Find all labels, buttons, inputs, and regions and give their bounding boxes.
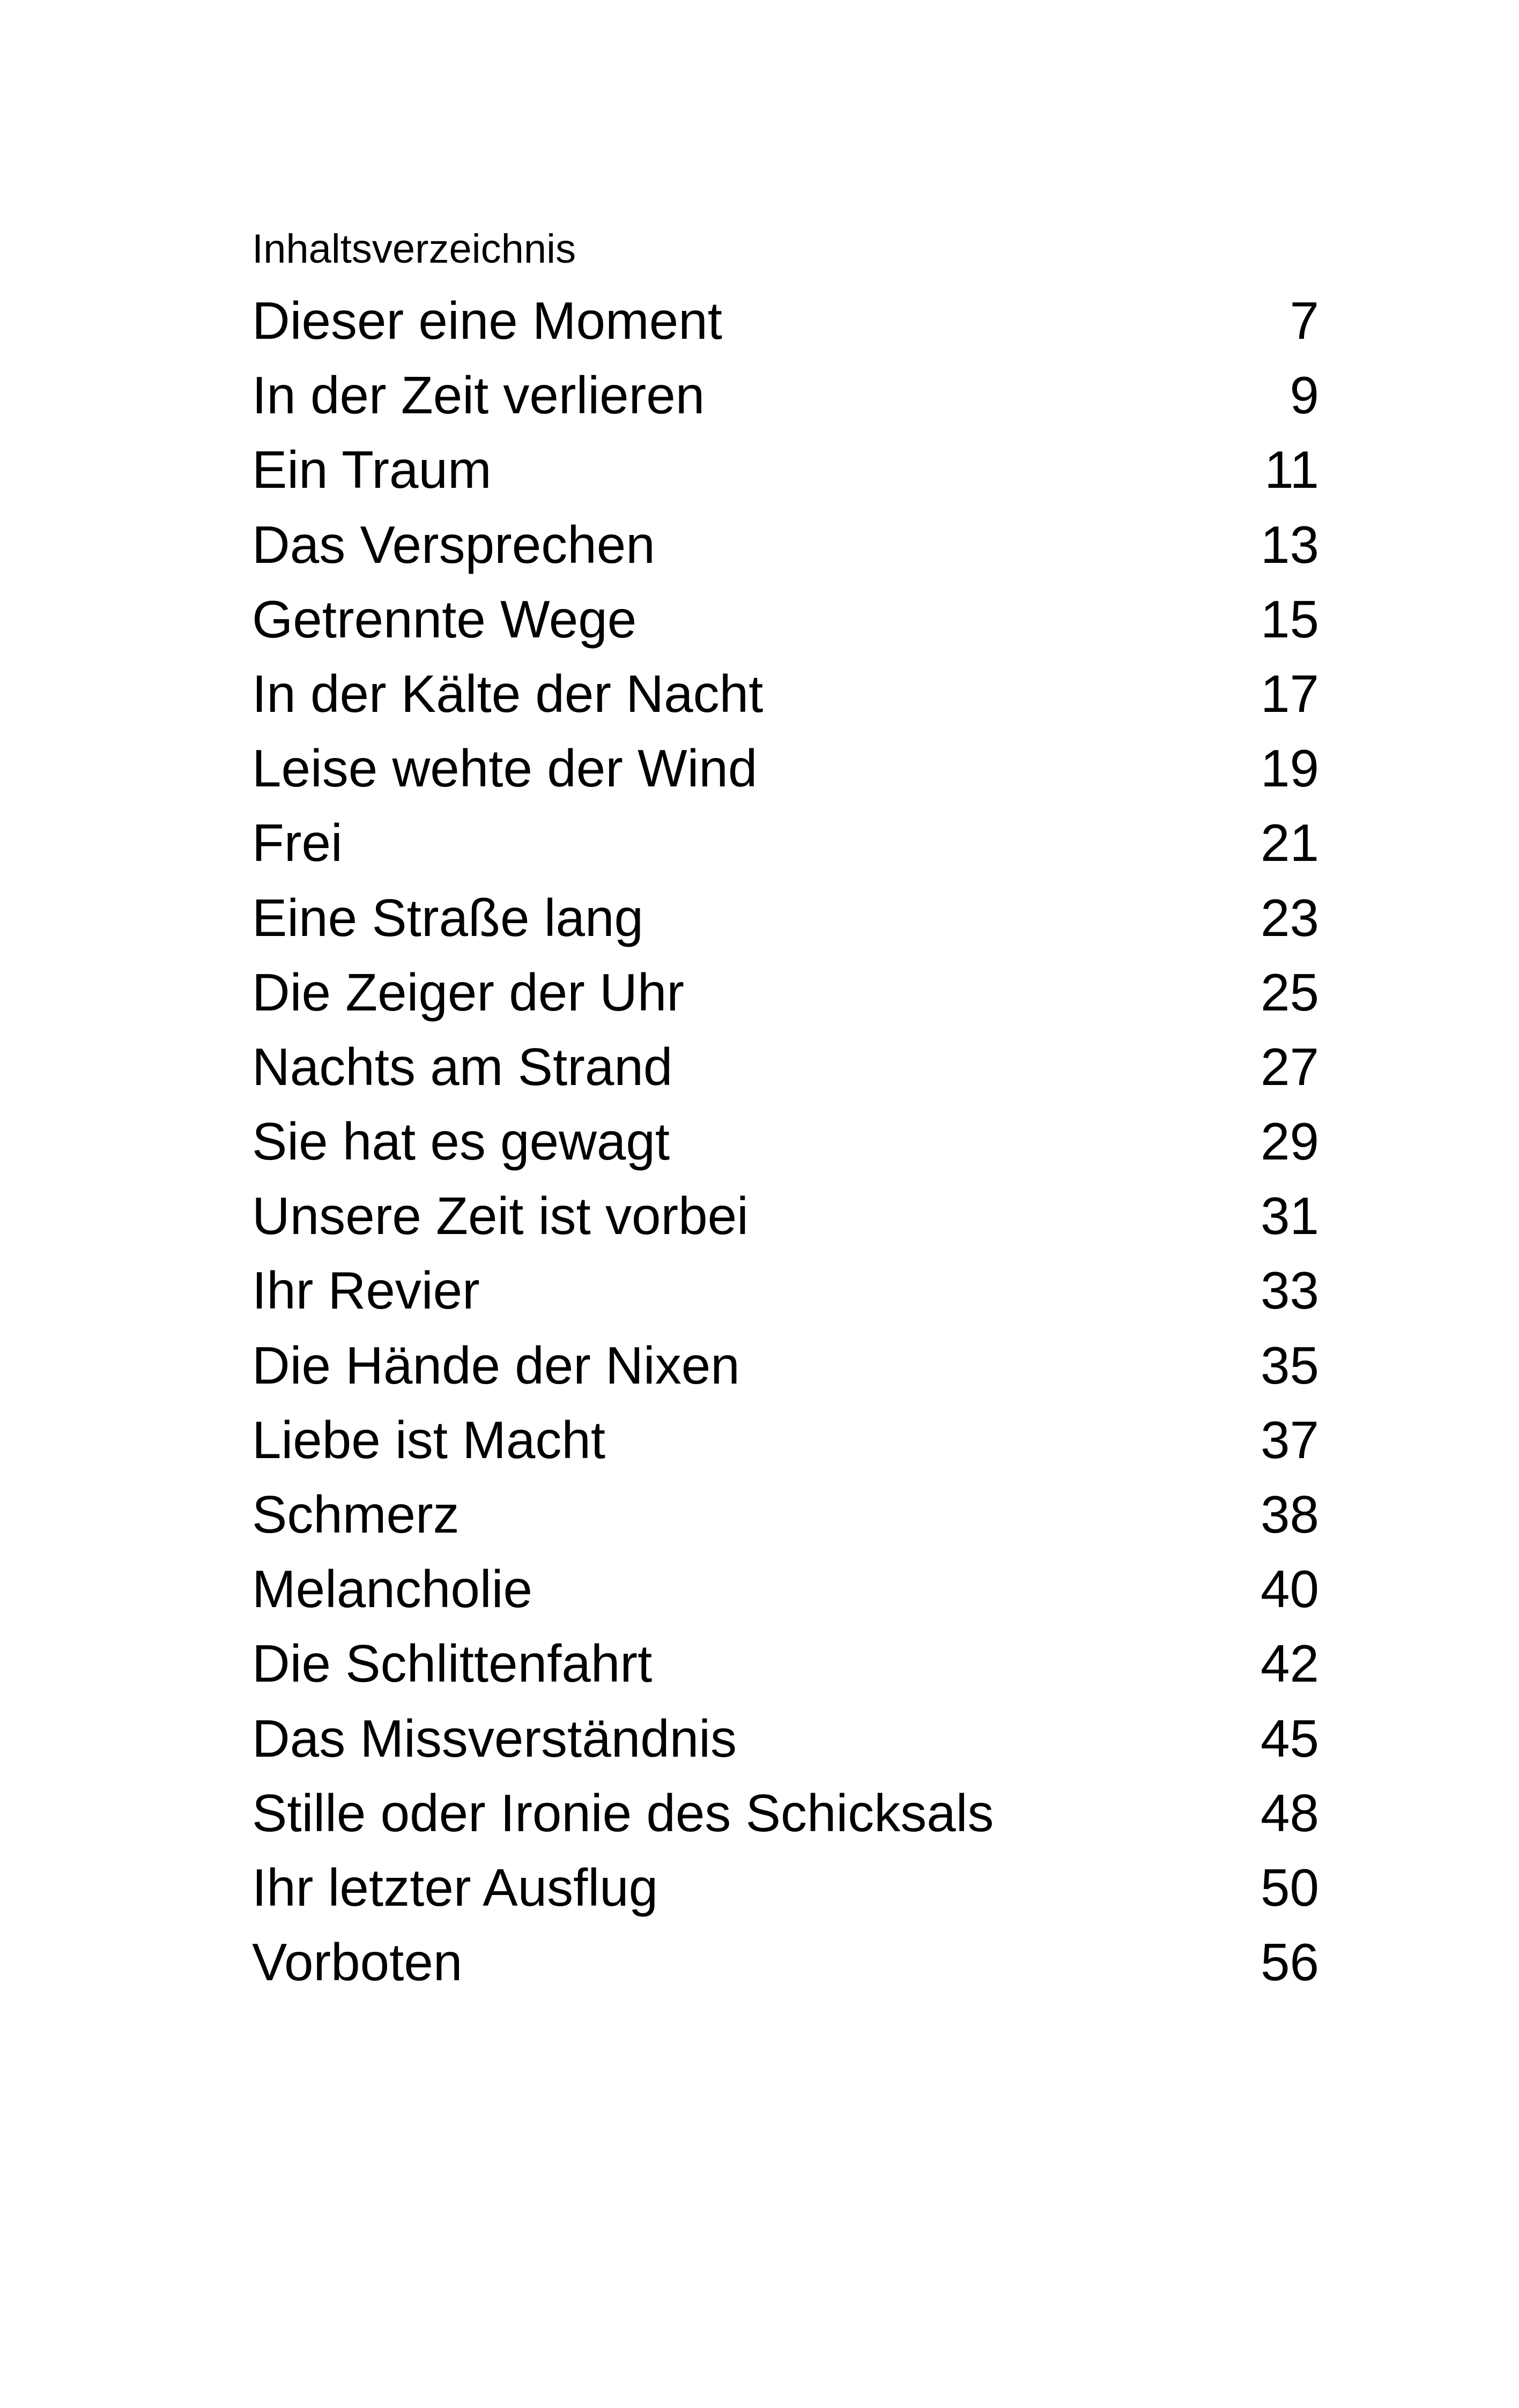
toc-entry-title: Ihr Revier <box>252 1261 480 1320</box>
toc-entry-title: Unsere Zeit ist vorbei <box>252 1186 749 1246</box>
toc-entry-title: Sie hat es gewagt <box>252 1112 670 1171</box>
toc-entry <box>252 1855 1319 1930</box>
toc-entry <box>252 1706 1319 1781</box>
toc-entry-title: Das Versprechen <box>252 515 655 574</box>
toc-entry-page-number: 35 <box>1260 1335 1319 1395</box>
toc-entry-page-number: 38 <box>1260 1485 1319 1544</box>
toc-entry <box>252 886 1319 960</box>
toc-entry-page-number: 27 <box>1260 1037 1319 1096</box>
toc-entry-title: Ein Traum <box>252 440 492 500</box>
toc-entry-title: Dieser eine Moment <box>252 291 722 350</box>
toc-entry-title: Eine Straße lang <box>252 888 643 947</box>
toc-entry-page-number: 17 <box>1260 664 1319 723</box>
toc-entry-page-number: 21 <box>1260 813 1319 873</box>
toc-heading: Inhaltsverzeichnis <box>252 226 576 272</box>
toc-entry <box>252 1184 1319 1258</box>
toc-entry-page-number: 9 <box>1290 366 1319 425</box>
toc-entry-page-number: 23 <box>1260 888 1319 947</box>
toc-entry <box>252 1930 1319 2004</box>
toc-entry-title: Schmerz <box>252 1485 460 1544</box>
toc-entry <box>252 1482 1319 1557</box>
toc-entry-title: Die Zeiger der Uhr <box>252 962 685 1022</box>
toc-entry <box>252 512 1319 587</box>
toc-entry-title: Vorboten <box>252 1933 463 1992</box>
toc-entry-title: Ihr letzter Ausflug <box>252 1857 658 1917</box>
toc-entry-title: Liebe ist Macht <box>252 1410 606 1469</box>
toc-entry <box>252 1035 1319 1109</box>
toc-entry <box>252 1557 1319 1631</box>
toc-entry <box>252 1631 1319 1706</box>
toc-entry-title: In der Zeit verlieren <box>252 366 705 425</box>
toc-entry-page-number: 19 <box>1260 739 1319 798</box>
toc-entry <box>252 587 1319 662</box>
toc-entry <box>252 1781 1319 1855</box>
toc-entry-page-number: 25 <box>1260 962 1319 1022</box>
toc-entry-title: In der Kälte der Nacht <box>252 664 764 723</box>
toc-entry-title: Stille oder Ironie des Schicksals <box>252 1783 994 1842</box>
toc-entry <box>252 811 1319 885</box>
toc-entry-page-number: 48 <box>1260 1783 1319 1842</box>
toc-entry-title: Frei <box>252 813 343 873</box>
toc-entry-page-number: 29 <box>1260 1112 1319 1171</box>
toc-entry-page-number: 40 <box>1260 1559 1319 1619</box>
toc-entry <box>252 662 1319 736</box>
toc-entry-page-number: 37 <box>1260 1410 1319 1469</box>
toc-entry <box>252 437 1319 512</box>
toc-entry-title: Die Schlittenfahrt <box>252 1634 653 1693</box>
toc-entry <box>252 363 1319 437</box>
toc-entry-title: Nachts am Strand <box>252 1037 673 1096</box>
toc-entry-title: Getrennte Wege <box>252 589 637 649</box>
toc-list <box>252 288 1319 2004</box>
toc-entry-page-number: 45 <box>1260 1708 1319 1768</box>
toc-entry-page-number: 31 <box>1260 1186 1319 1246</box>
toc-entry-page-number: 7 <box>1290 291 1319 350</box>
toc-entry-page-number: 33 <box>1260 1261 1319 1320</box>
toc-entry <box>252 1109 1319 1184</box>
toc-entry <box>252 736 1319 811</box>
toc-entry-page-number: 13 <box>1260 515 1319 574</box>
toc-entry <box>252 1258 1319 1333</box>
toc-entry <box>252 1333 1319 1408</box>
toc-entry-title: Das Missverständnis <box>252 1708 737 1768</box>
toc-entry-page-number: 15 <box>1260 589 1319 649</box>
toc-entry <box>252 1408 1319 1482</box>
toc-entry <box>252 288 1319 363</box>
toc-entry-page-number: 50 <box>1260 1857 1319 1917</box>
toc-entry-title: Melancholie <box>252 1559 532 1619</box>
toc-entry <box>252 960 1319 1035</box>
toc-entry-page-number: 11 <box>1264 440 1319 500</box>
toc-entry-title: Die Hände der Nixen <box>252 1335 740 1395</box>
toc-entry-page-number: 42 <box>1260 1634 1319 1693</box>
toc-entry-page-number: 56 <box>1260 1933 1319 1992</box>
toc-entry-title: Leise wehte der Wind <box>252 739 758 798</box>
